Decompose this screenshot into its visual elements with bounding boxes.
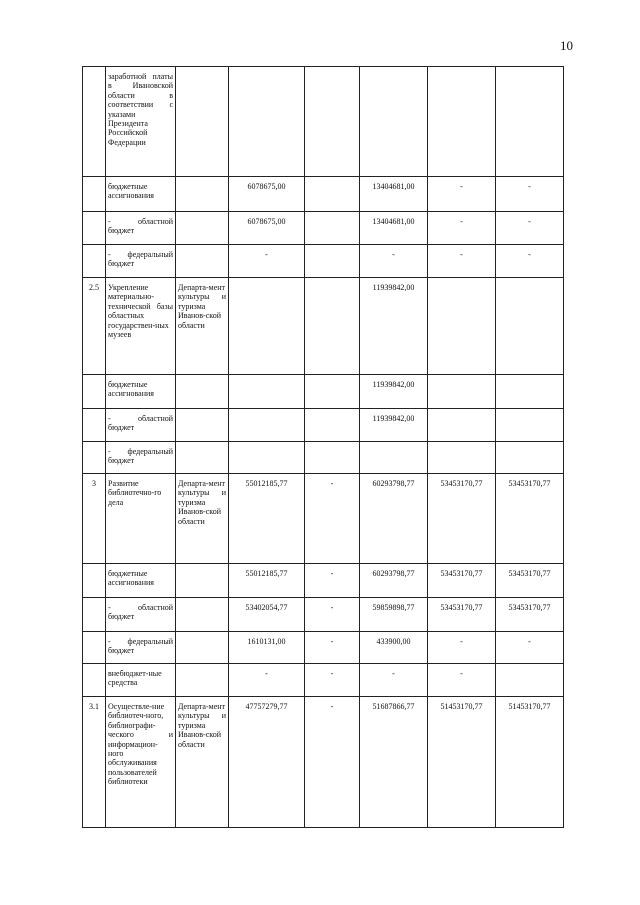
- table-row: [83, 177, 564, 212]
- amount-cell: -: [305, 598, 360, 632]
- amount-cell: -: [428, 212, 496, 245]
- amount-cell: 53453170,77: [496, 598, 564, 632]
- executor-cell: [176, 564, 229, 598]
- executor-cell: Департа-мент культуры и туризма Иванов-ской области: [176, 278, 229, 375]
- item-name-cell: бюджетные ассигнования: [106, 375, 176, 409]
- item-name-cell: Развитие библиотечно-го дела: [106, 474, 176, 564]
- item-name-cell: - федеральный бюджет: [106, 442, 176, 474]
- row-number-cell: 3: [83, 474, 106, 564]
- table-row: [83, 442, 564, 474]
- amount-cell: 6078675,00: [229, 177, 305, 212]
- amount-cell: [305, 375, 360, 409]
- row-number-cell: [83, 245, 106, 278]
- amount-cell: -: [496, 177, 564, 212]
- executor-cell: [176, 598, 229, 632]
- row-number-cell: [83, 598, 106, 632]
- amount-cell: [496, 278, 564, 375]
- amount-cell: [305, 245, 360, 278]
- amount-cell: [428, 409, 496, 442]
- amount-cell: [305, 67, 360, 177]
- amount-cell: 59859898,77: [360, 598, 428, 632]
- amount-cell: -: [496, 245, 564, 278]
- amount-cell: 60293798,77: [360, 564, 428, 598]
- amount-cell: [229, 409, 305, 442]
- executor-cell: [176, 442, 229, 474]
- amount-cell: [360, 442, 428, 474]
- amount-cell: 53453170,77: [496, 474, 564, 564]
- amount-cell: 53453170,77: [428, 564, 496, 598]
- amount-cell: 51453170,77: [496, 697, 564, 828]
- table-row: [83, 67, 564, 177]
- amount-cell: -: [360, 664, 428, 697]
- amount-cell: 53453170,77: [428, 598, 496, 632]
- executor-cell: [176, 212, 229, 245]
- amount-cell: -: [428, 664, 496, 697]
- table-row: [83, 598, 564, 632]
- amount-cell: 11939842,00: [360, 409, 428, 442]
- amount-cell: -: [229, 664, 305, 697]
- executor-cell: [176, 177, 229, 212]
- amount-cell: [305, 212, 360, 245]
- amount-cell: 55012185,77: [229, 474, 305, 564]
- amount-cell: [428, 375, 496, 409]
- table-row: [83, 278, 564, 375]
- executor-cell: [176, 245, 229, 278]
- item-name-cell: Осуществле-ние библиотеч-ного, библиографи-ческого и информацион-ного обслуживания пользователей библиотеки: [106, 697, 176, 828]
- amount-cell: [229, 278, 305, 375]
- amount-cell: 433900,00: [360, 632, 428, 664]
- row-number-cell: [83, 409, 106, 442]
- amount-cell: 11939842,00: [360, 278, 428, 375]
- budget-table: [82, 66, 564, 828]
- item-name-cell: - областной бюджет: [106, 598, 176, 632]
- amount-cell: -: [428, 177, 496, 212]
- table-row: [83, 664, 564, 697]
- amount-cell: [496, 375, 564, 409]
- amount-cell: [428, 278, 496, 375]
- table-row: [83, 697, 564, 828]
- item-name-cell: - областной бюджет: [106, 212, 176, 245]
- table-row: [83, 409, 564, 442]
- amount-cell: [428, 442, 496, 474]
- amount-cell: -: [428, 632, 496, 664]
- amount-cell: -: [305, 474, 360, 564]
- executor-cell: Департа-мент культуры и туризма Иванов-ской области: [176, 474, 229, 564]
- row-number-cell: [83, 442, 106, 474]
- table-row: [83, 212, 564, 245]
- amount-cell: -: [360, 245, 428, 278]
- amount-cell: 53453170,77: [496, 564, 564, 598]
- executor-cell: Департа-мент культуры и туризма Иванов-ской области: [176, 697, 229, 828]
- amount-cell: -: [496, 632, 564, 664]
- amount-cell: [496, 664, 564, 697]
- row-number-cell: [83, 177, 106, 212]
- table-body: [83, 67, 564, 828]
- table-row: [83, 632, 564, 664]
- row-number-cell: [83, 375, 106, 409]
- amount-cell: -: [305, 632, 360, 664]
- amount-cell: 53402054,77: [229, 598, 305, 632]
- amount-cell: 51453170,77: [428, 697, 496, 828]
- row-number-cell: [83, 212, 106, 245]
- executor-cell: [176, 632, 229, 664]
- row-number-cell: [83, 67, 106, 177]
- table-row: [83, 564, 564, 598]
- page-number: 10: [560, 38, 573, 53]
- item-name-cell: бюджетные ассигнования: [106, 564, 176, 598]
- executor-cell: [176, 409, 229, 442]
- amount-cell: [305, 409, 360, 442]
- amount-cell: [229, 442, 305, 474]
- table-row: [83, 245, 564, 278]
- amount-cell: [496, 67, 564, 177]
- amount-cell: -: [305, 664, 360, 697]
- amount-cell: -: [229, 245, 305, 278]
- row-number-cell: 2.5: [83, 278, 106, 375]
- amount-cell: 53453170,77: [428, 474, 496, 564]
- amount-cell: 47757279,77: [229, 697, 305, 828]
- amount-cell: -: [305, 564, 360, 598]
- amount-cell: 51687866,77: [360, 697, 428, 828]
- amount-cell: -: [496, 212, 564, 245]
- item-name-cell: - областной бюджет: [106, 409, 176, 442]
- amount-cell: 13404681,00: [360, 212, 428, 245]
- item-name-cell: бюджетные ассигнования: [106, 177, 176, 212]
- executor-cell: [176, 664, 229, 697]
- item-name-cell: - федеральный бюджет: [106, 245, 176, 278]
- row-number-cell: [83, 664, 106, 697]
- amount-cell: 60293798,77: [360, 474, 428, 564]
- amount-cell: -: [305, 697, 360, 828]
- amount-cell: [305, 442, 360, 474]
- amount-cell: 6078675,00: [229, 212, 305, 245]
- amount-cell: [305, 278, 360, 375]
- item-name-cell: внебюджет-ные средства: [106, 664, 176, 697]
- row-number-cell: 3.1: [83, 697, 106, 828]
- item-name-cell: заработной платы в Ивановской области в соответствии с указами Президента Российской Федерации: [106, 67, 176, 177]
- amount-cell: [229, 67, 305, 177]
- executor-cell: [176, 375, 229, 409]
- amount-cell: [428, 67, 496, 177]
- amount-cell: [496, 442, 564, 474]
- amount-cell: [496, 409, 564, 442]
- table-row: [83, 474, 564, 564]
- amount-cell: [229, 375, 305, 409]
- row-number-cell: [83, 632, 106, 664]
- executor-cell: [176, 67, 229, 177]
- amount-cell: 1610131,00: [229, 632, 305, 664]
- amount-cell: [305, 177, 360, 212]
- item-name-cell: Укрепление материально-технической базы областных государствен-ных музеев: [106, 278, 176, 375]
- amount-cell: 55012185,77: [229, 564, 305, 598]
- item-name-cell: - федеральный бюджет: [106, 632, 176, 664]
- amount-cell: -: [428, 245, 496, 278]
- table-row: [83, 375, 564, 409]
- row-number-cell: [83, 564, 106, 598]
- amount-cell: [360, 67, 428, 177]
- amount-cell: 13404681,00: [360, 177, 428, 212]
- amount-cell: 11939842,00: [360, 375, 428, 409]
